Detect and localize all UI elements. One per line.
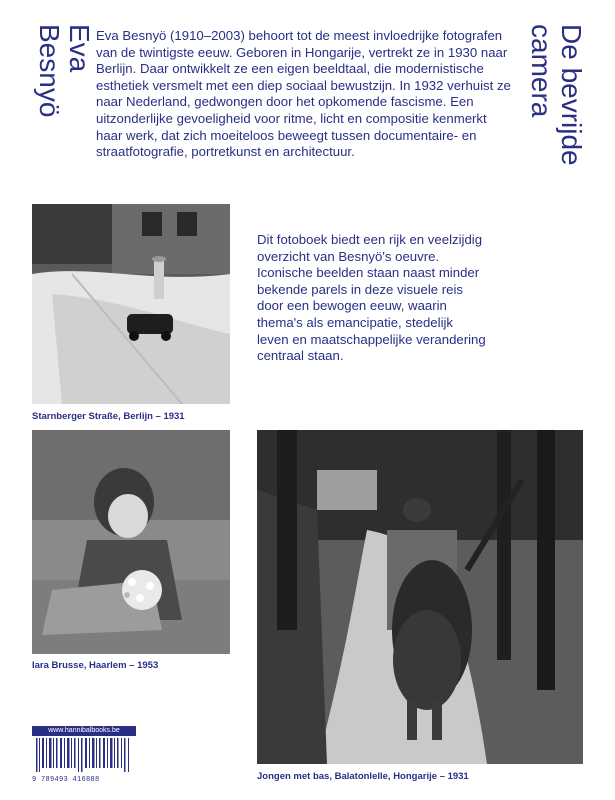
caption-iara-brusse: Iara Brusse, Haarlem – 1953 xyxy=(32,660,159,671)
caption-jongen-met-bas: Jongen met bas, Balatonlelle, Hongarije – 1931 xyxy=(257,771,469,782)
isbn-digits: 9 789493 416888 xyxy=(32,776,100,784)
barcode-bars xyxy=(32,738,136,772)
author-last-name: Besnyö xyxy=(34,24,65,118)
caption-starnberger-strasse: Starnberger Straße, Berlijn – 1931 xyxy=(32,411,185,422)
photo-starnberger-strasse xyxy=(32,204,230,404)
photo-jongen-met-bas xyxy=(257,430,583,764)
isbn-barcode xyxy=(32,726,136,784)
intro-paragraph: Eva Besnyö (1910–2003) behoort tot de meest invloedrijke fotografen van de twintigste eeuw. Geboren in Hongarije, vertrekt ze in 1930 naar Berlijn. Daar ontwikkelt ze een eigen beeldtaal, die modernistische esthetiek versmelt met een diep sociaal bewustzijn. In 1932 verhuist ze naar Nederland, gedwongen door het opkomende fascisme. Een uitzonderlijke gevoeligheid voor ritme, licht en compositie kenmerkt haar werk, dat zich moeiteloos beweegt tussen documentaire- en straatfotografie, portretkunst en architectuur. xyxy=(96,28,511,160)
author-name-vertical xyxy=(30,24,94,164)
book-title-line2: camera xyxy=(526,24,557,118)
publisher-url: www.hannibalbooks.be xyxy=(32,726,136,736)
book-title-vertical xyxy=(522,24,586,194)
author-first-name: Eva xyxy=(64,24,95,73)
book-title-line1: De bevrijde xyxy=(556,24,587,166)
body-paragraph: Dit fotoboek biedt een rijk en veelzijdig overzicht van Besnyö's oeuvre. Iconische beelden staan naast minder bekende parels in deze visuele reis door een bewogen eeuw, waarin thema's als emancipatie, stedelijk leven en maatschappelijke verandering centraal staan. xyxy=(257,232,486,364)
photo-iara-brusse xyxy=(32,430,230,654)
